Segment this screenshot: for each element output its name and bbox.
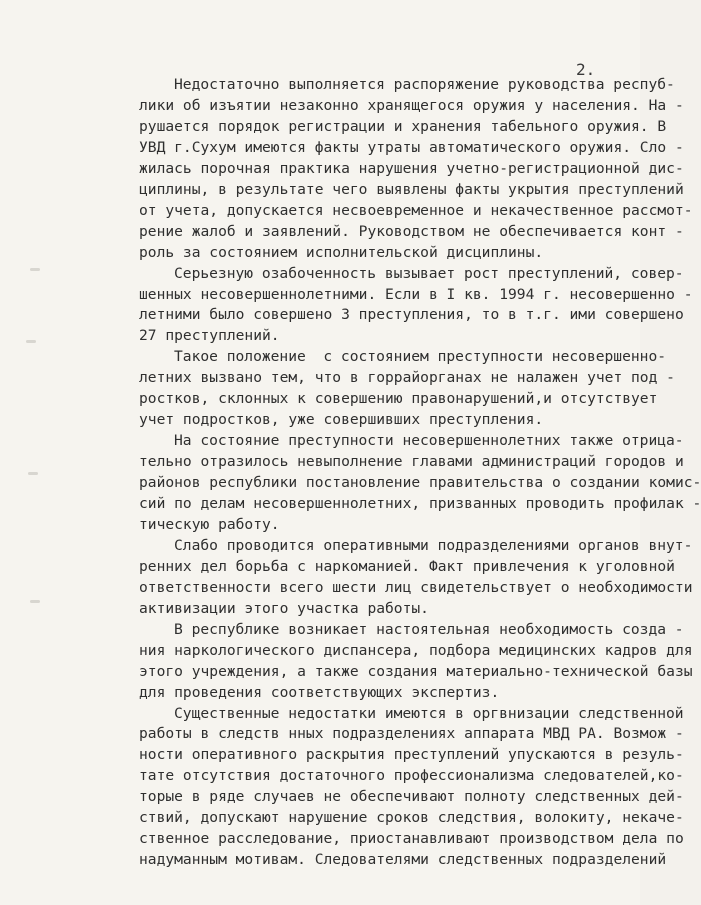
text-line: летних вызвано тем, что в горрайорганах не налажен учет под - xyxy=(139,369,675,387)
text-line: Слабо проводится оперативными подразделениями органов внут- xyxy=(174,536,693,554)
text-line: работы в следств нных подразделениях аппарата МВД РА. Возмож - xyxy=(139,725,684,743)
text-line: ния наркологического диспансера, подбора медицинских кадров для xyxy=(139,641,693,659)
text-line: роль за состоянием исполнительской дисциплины. xyxy=(139,243,544,261)
text-line: На состояние преступности несовершеннолетних также отрица- xyxy=(174,432,684,450)
text-line: тате отсутствия достаточного профессионализма следователей,ко- xyxy=(139,767,684,785)
text-line: активизации этого участка работы. xyxy=(139,599,429,617)
text-line: сий по делам несовершеннолетних, призванных проводить профилак - xyxy=(139,495,701,512)
punch-mark xyxy=(30,600,40,603)
text-line: от учета, допускается несвоевременное и некачественное рассмот- xyxy=(139,201,693,219)
punch-mark xyxy=(28,472,38,475)
text-line: ростков, склонных к совершению правонарушений,и отсутствует xyxy=(139,390,658,408)
text-line: 27 преступлений. xyxy=(139,327,280,345)
text-line: Такое положение с состоянием преступности несовершенно- xyxy=(174,348,667,366)
text-line: ствий, допускают нарушение сроков следствия, волокиту, некаче- xyxy=(139,809,684,827)
text-line: лики об изъятии незаконно хранящегося оружия у населения. На - xyxy=(139,96,684,114)
page-number: 2. xyxy=(576,60,596,79)
punch-mark xyxy=(26,340,36,343)
text-line: районов республики постановление правительства о создании комис- xyxy=(139,474,701,492)
text-line: рушается порядок регистрации и хранения табельного оружия. В xyxy=(139,117,667,135)
text-line: тельно отразилось невыполнение главами администраций городов и xyxy=(139,453,684,471)
text-line: ответственности всего шести лиц свидетельствует о необходимости xyxy=(139,578,693,596)
text-line: этого учреждения, а также создания материально-технической базы xyxy=(139,662,693,680)
text-line: Существенные недостатки имеются в оргвнизации следственной xyxy=(174,704,684,722)
text-line: надуманным мотивам. Следователями следственных подразделений xyxy=(139,851,667,869)
text-line: Недостаточно выполняется распоряжение руководства респуб- xyxy=(174,76,675,93)
text-line: ственное расследование, приостанавливают производством дела по xyxy=(139,830,684,848)
text-line: летними было совершено 3 преступления, то в т.г. ими совершено xyxy=(139,306,684,324)
text-line: ренних дел борьба с наркоманией. Факт привлечения к уголовной xyxy=(139,557,675,575)
text-line: для проведения соответствующих экспертиз. xyxy=(139,683,500,701)
text-line: рение жалоб и заявлений. Руководством не обеспечивается конт - xyxy=(139,222,684,240)
text-line: шенных несовершеннолетними. Если в I кв. 1994 г. несовершенно - xyxy=(139,285,693,303)
text-line: ности оперативного раскрытия преступлений упускаются в резуль- xyxy=(139,746,684,764)
text-line: Серьезную озабоченность вызывает рост преступлений, совер- xyxy=(174,264,684,282)
text-line: В республике возникает настоятельная необходимость созда - xyxy=(174,620,684,638)
text-line: УВД г.Сухум имеются факты утраты автоматического оружия. Сло - xyxy=(139,138,684,156)
text-line: учет подростков, уже совершивших преступления. xyxy=(139,411,544,429)
punch-mark xyxy=(30,268,40,271)
text-line: жилась порочная практика нарушения учетно-регистрационной дис- xyxy=(139,159,684,177)
text-line: тическую работу. xyxy=(139,515,280,533)
text-line: циплины, в результате чего выявлены факты укрытия преступлений xyxy=(139,180,684,198)
text-line: торые в ряде случаев не обеспечивают полноту следственных дей- xyxy=(139,788,684,806)
